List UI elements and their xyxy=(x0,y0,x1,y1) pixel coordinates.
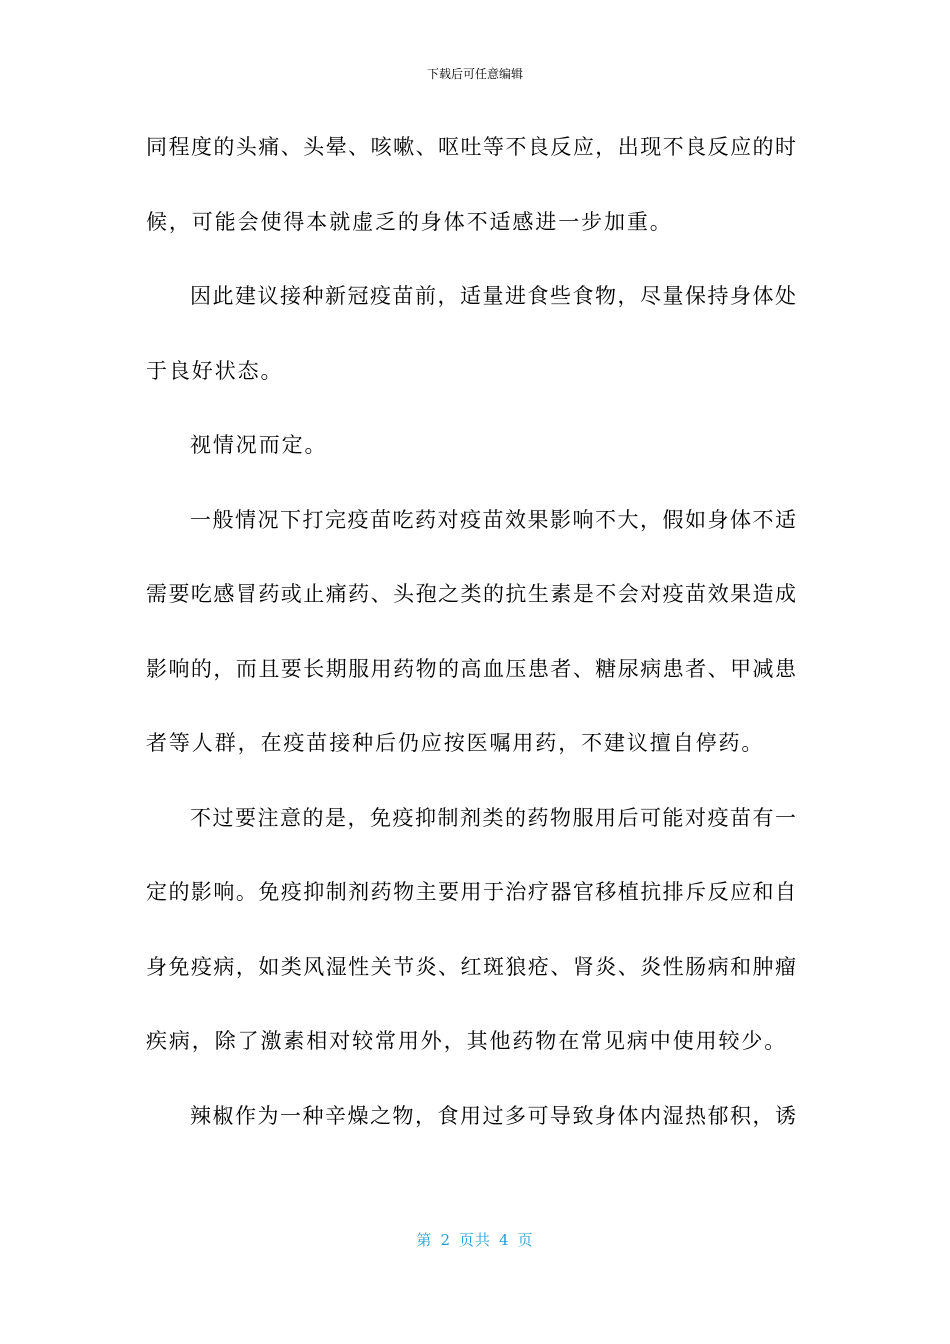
footer-suffix: 页 xyxy=(517,1231,534,1249)
text-line-7: 需要吃感冒药或止痛药、头孢之类的抗生素是不会对疫苗效果造成 xyxy=(146,582,796,606)
text-line-1: 同程度的头痛、头晕、咳嗽、呕吐等不良反应，出现不良反应的时 xyxy=(146,135,796,159)
text-line-4: 于良好状态。 xyxy=(146,358,284,383)
text-line-13: 疾病，除了激素相对较常用外，其他药物在常见病中使用较少。 xyxy=(146,1029,788,1053)
document-body xyxy=(146,126,796,1169)
text-line-3: 因此建议接种新冠疫苗前，适量进食些食物，尽量保持身体处 xyxy=(190,284,796,308)
text-line-10: 不过要注意的是，免疫抑制剂类的药物服用后可能对疫苗有一 xyxy=(190,805,796,830)
footer-total-pages: 4 xyxy=(499,1231,510,1249)
text-line-2: 候，可能会使得本就虚乏的身体不适感进一步加重。 xyxy=(146,209,673,234)
text-line-12: 身免疫病，如类风湿性关节炎、红斑狼疮、肾炎、炎性肠病和肿瘤 xyxy=(146,954,796,979)
text-line-14: 辣椒作为一种辛燥之物，食用过多可导致身体内湿热郁积，诱 xyxy=(190,1103,796,1128)
text-line-11: 定的影响。免疫抑制剂药物主要用于治疗器官移植抗排斥反应和自 xyxy=(146,880,796,904)
page-header: 下载后可任意编辑 xyxy=(426,67,523,81)
text-line-8: 影响的，而且要长期服用药物的高血压患者、糖尿病患者、甲减患 xyxy=(146,656,796,681)
text-line-5: 视情况而定。 xyxy=(190,433,328,457)
footer-prefix: 第 xyxy=(416,1231,433,1249)
text-line-6: 一般情况下打完疫苗吃药对疫苗效果影响不大，假如身体不适 xyxy=(190,507,796,532)
text-line-9: 者等人群，在疫苗接种后仍应按医嘱用药，不建议擅自停药。 xyxy=(146,731,765,755)
page-footer xyxy=(0,1230,950,1250)
footer-current-page: 2 xyxy=(440,1231,451,1249)
footer-middle: 页共 xyxy=(458,1231,491,1249)
